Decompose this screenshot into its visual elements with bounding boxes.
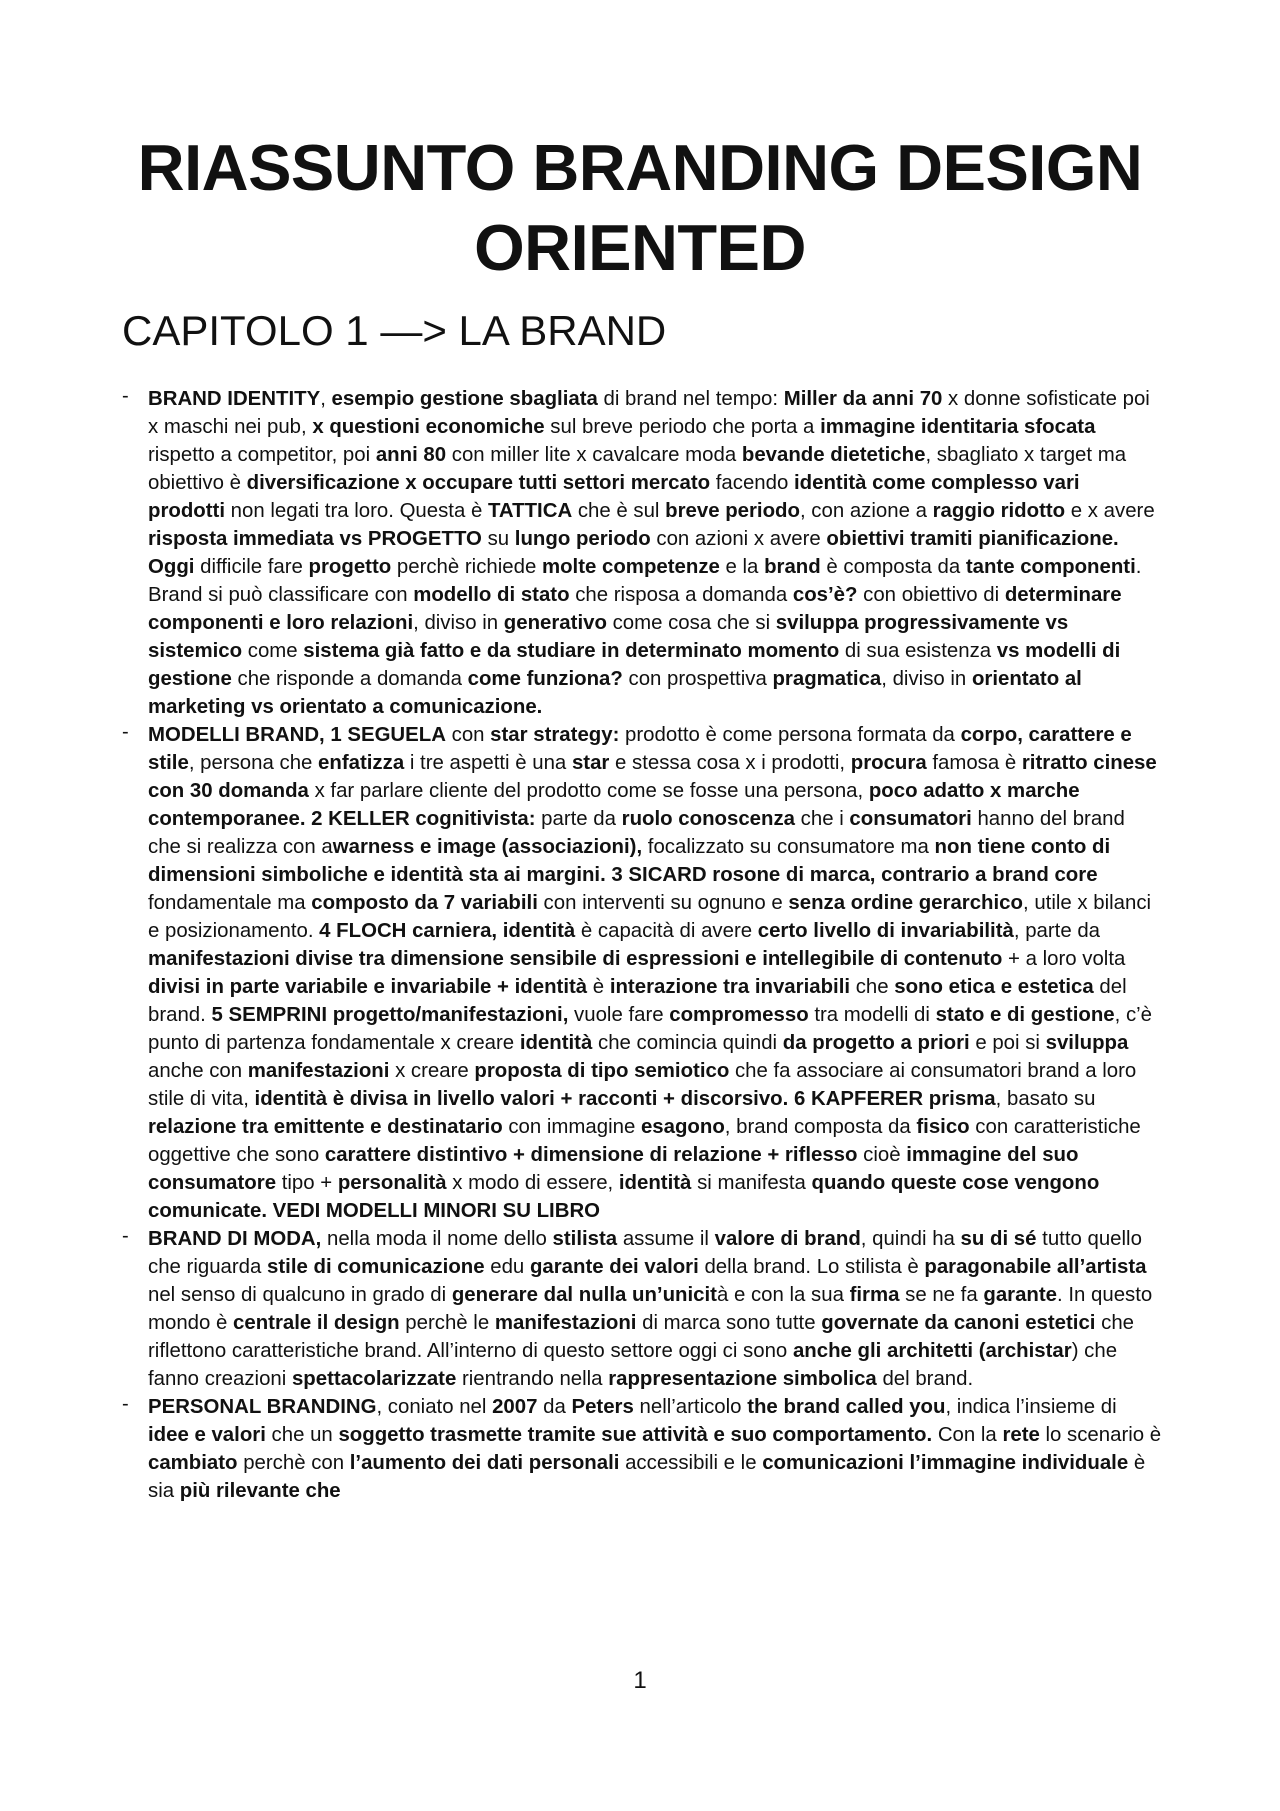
text-segment: , utile x bilanci e posizionamento.: [148, 892, 1152, 942]
text-segment: , coniato nel: [376, 1396, 493, 1418]
bold-text-segment: the brand called you: [747, 1396, 946, 1418]
bold-text-segment: paragonabile all’artista: [924, 1256, 1147, 1278]
bold-text-segment: orientato al marketing vs orientato a comunicazione.: [148, 668, 1082, 718]
text-segment: rientrando nella: [456, 1368, 609, 1390]
text-segment: , c’è punto di partenza fondamentale x creare: [148, 1004, 1153, 1054]
text-segment: di marca sono tutte: [636, 1312, 822, 1334]
bold-text-segment: sviluppa: [1045, 1032, 1129, 1054]
text-segment: del brand.: [876, 1368, 974, 1390]
text-segment: x far parlare cliente del prodotto come se fosse una persona,: [308, 780, 869, 802]
bold-text-segment: MODELLI BRAND, 1 SEGUELA: [148, 724, 446, 746]
bold-text-segment: valore di brand: [714, 1228, 861, 1250]
bold-text-segment: senza ordine gerarchico: [788, 892, 1023, 914]
bold-text-segment: raggio ridotto: [932, 500, 1066, 522]
bold-text-segment: esempio gestione sbagliata: [331, 388, 598, 410]
bold-text-segment: star strategy:: [490, 724, 620, 746]
bold-text-segment: PERSONAL BRANDING: [148, 1396, 377, 1418]
text-segment: tutto quello che riguarda: [148, 1228, 1142, 1278]
text-segment: su: [481, 528, 515, 550]
text-segment: con interventi su ognuno e: [537, 892, 789, 914]
text-segment: assume il: [617, 1228, 715, 1250]
text-segment: e poi si: [969, 1032, 1046, 1054]
bold-text-segment: governate da canoni estetici: [821, 1312, 1096, 1334]
bold-text-segment: tante componenti: [965, 556, 1136, 578]
bold-text-segment: idee e valori: [148, 1424, 266, 1446]
bold-text-segment: sono etica e estetica: [894, 976, 1094, 998]
text-segment: , quindi ha: [860, 1228, 961, 1250]
bold-text-segment: quando queste cose vengono comunicate. VEDI MODELLI MINORI SU LIBRO: [148, 1172, 1100, 1222]
text-segment: nella moda il nome dello: [321, 1228, 553, 1250]
bold-text-segment: 2007: [492, 1396, 538, 1418]
bold-text-segment: sistema già fatto e da studiare in determinato momento: [303, 640, 840, 662]
text-segment: , parte da: [1013, 920, 1101, 942]
text-segment: sul breve periodo che porta a: [544, 416, 821, 438]
text-segment: è sia: [148, 1452, 1146, 1502]
bold-text-segment: più rilevante che: [179, 1480, 341, 1502]
text-segment: che: [850, 976, 895, 998]
text-segment: prodotto è come persona formata da: [619, 724, 961, 746]
text-segment: , brand composta da: [724, 1116, 917, 1138]
text-segment: perchè richiede: [391, 556, 542, 578]
text-segment: accessibili e le: [619, 1452, 763, 1474]
bold-text-segment: certo livello di invariabilità: [757, 920, 1014, 942]
bold-text-segment: garante dei valori: [529, 1256, 699, 1278]
text-segment: , sbagliato x target ma obiettivo è: [148, 444, 1127, 494]
bold-text-segment: immagine identitaria sfocata: [820, 416, 1096, 438]
text-segment: , con azione a: [799, 500, 933, 522]
text-segment: facendo: [710, 472, 794, 494]
bullet-item: [122, 1393, 1162, 1505]
bold-text-segment: composto da 7 variabili: [311, 892, 538, 914]
bold-text-segment: relazione tra emittente e destinatario: [148, 1116, 503, 1138]
bold-text-segment: centrale il design: [233, 1312, 400, 1334]
bold-text-segment: breve periodo: [665, 500, 800, 522]
bold-text-segment: interazione tra invariabili: [609, 976, 851, 998]
text-segment: anche con: [148, 1060, 248, 1082]
text-segment: è: [587, 976, 610, 998]
bold-text-segment: comunicazioni l’immagine individuale: [762, 1452, 1129, 1474]
text-segment: x creare: [389, 1060, 475, 1082]
text-segment: nel senso di qualcuno in grado di: [148, 1284, 452, 1306]
text-segment: parte da: [535, 808, 622, 830]
bold-text-segment: spettacolarizzate: [291, 1368, 457, 1390]
text-segment: hanno del brand che si realizza con a: [148, 808, 1125, 858]
text-segment: x donne sofisticate poi x maschi nei pub,: [148, 388, 1150, 438]
text-segment: e x avere: [1065, 500, 1155, 522]
text-segment: che è sul: [572, 500, 666, 522]
text-segment: come cosa che si: [606, 612, 776, 634]
bold-text-segment: carattere distintivo + dimensione di relazione + riflesso: [324, 1144, 858, 1166]
text-segment: perchè con: [237, 1452, 350, 1474]
bullet-marker: -: [122, 721, 129, 743]
text-segment: ,: [320, 388, 332, 410]
text-segment: x modo di essere,: [446, 1172, 619, 1194]
bullet-marker: -: [122, 385, 129, 407]
text-segment: . Brand si può classificare con: [148, 556, 1142, 606]
bold-text-segment: stato e di gestione: [935, 1004, 1115, 1026]
bold-text-segment: 4 FLOCH carniera, identità: [319, 920, 576, 942]
bold-text-segment: BRAND DI MODA,: [148, 1228, 322, 1250]
bold-text-segment: pragmatica: [772, 668, 882, 690]
bold-text-segment: risposta immediata vs PROGETTO: [148, 528, 482, 550]
bold-text-segment: non tiene conto di dimensioni simboliche e identità sta ai margini. 3 SICARD rosone di marca, contrario a brand core: [148, 836, 1111, 886]
text-segment: che riflettono caratteristiche brand. All’interno di questo settore oggi ci sono: [148, 1312, 1135, 1362]
bold-text-segment: corpo, carattere e stile: [148, 724, 1132, 774]
bold-text-segment: generare dal nulla un’unicit: [451, 1284, 717, 1306]
text-segment: + a loro volta: [1002, 948, 1126, 970]
text-segment: di sua esistenza: [839, 640, 997, 662]
text-segment: famosa è: [926, 752, 1022, 774]
text-segment: , basato su: [995, 1088, 1096, 1110]
text-segment: come: [242, 640, 304, 662]
text-segment: con caratteristiche oggettive che sono: [148, 1116, 1141, 1166]
bold-text-segment: cambiato: [148, 1452, 238, 1474]
bold-text-segment: personalità: [337, 1172, 447, 1194]
text-segment: rispetto a competitor, poi: [148, 444, 376, 466]
bold-text-segment: generativo: [503, 612, 607, 634]
text-segment: si manifesta: [691, 1172, 812, 1194]
bold-text-segment: star: [571, 752, 610, 774]
text-segment: è capacità di avere: [575, 920, 758, 942]
bold-text-segment: 5 SEMPRINI progetto/manifestazioni,: [211, 1004, 569, 1026]
bold-text-segment: su di sé: [960, 1228, 1037, 1250]
bold-text-segment: manifestazioni: [494, 1312, 637, 1334]
bold-text-segment: rappresentazione simbolica: [608, 1368, 877, 1390]
bold-text-segment: identità: [618, 1172, 692, 1194]
bullet-marker: -: [122, 1225, 129, 1247]
bold-text-segment: BRAND IDENTITY: [148, 388, 321, 410]
text-segment: vuole fare: [568, 1004, 670, 1026]
bold-text-segment: manifestazioni divise tra dimensione sensibile di espressioni e intellegibile di contenuto: [148, 948, 1003, 970]
text-segment: con immagine: [502, 1116, 641, 1138]
text-segment: che risponde a domanda: [231, 668, 468, 690]
page-number: 1: [633, 1667, 647, 1694]
bold-text-segment: ruolo conoscenza: [621, 808, 796, 830]
text-segment: che i: [795, 808, 850, 830]
bold-text-segment: stile di comunicazione: [267, 1256, 485, 1278]
text-segment: ) che fanno creazioni: [148, 1340, 1118, 1390]
text-segment: nell’articolo: [633, 1396, 748, 1418]
text-segment: con prospettiva: [622, 668, 773, 690]
bold-text-segment: progetto: [308, 556, 392, 578]
text-segment: fondamentale ma: [148, 892, 312, 914]
text-segment: che un: [265, 1424, 339, 1446]
text-segment: difficile fare: [194, 556, 309, 578]
bold-text-segment: anche gli architetti (archistar: [792, 1340, 1072, 1362]
bold-text-segment: modello di stato: [413, 584, 570, 606]
bold-text-segment: procura: [850, 752, 927, 774]
text-segment: edu: [484, 1256, 530, 1278]
text-segment: che fa associare ai consumatori brand a loro stile di vita,: [148, 1060, 1137, 1110]
text-segment: è composta da: [820, 556, 966, 578]
text-segment: se ne fa: [899, 1284, 984, 1306]
bold-text-segment: warness e image (associazioni),: [332, 836, 643, 858]
bold-text-segment: proposta di tipo semiotico: [474, 1060, 730, 1082]
text-segment: lo scenario è: [1039, 1424, 1162, 1446]
document-title: RIASSUNTO BRANDING DESIGN ORIENTED: [137, 131, 1143, 284]
text-segment: e stessa cosa x i prodotti,: [609, 752, 851, 774]
bold-text-segment: vs modelli di gestione: [148, 640, 1121, 690]
text-segment: di brand nel tempo:: [597, 388, 784, 410]
text-segment: con miller lite x cavalcare moda: [446, 444, 742, 466]
bold-text-segment: enfatizza: [318, 752, 405, 774]
text-segment: Con la: [932, 1424, 1003, 1446]
bold-text-segment: garante: [983, 1284, 1058, 1306]
bold-text-segment: fisico: [916, 1116, 970, 1138]
text-segment: à e con la sua: [716, 1284, 850, 1306]
bold-text-segment: determinare componenti e loro relazioni: [148, 584, 1122, 634]
bold-text-segment: identità è divisa in livello valori + racconti + discorsivo. 6 KAPFERER prisma: [254, 1088, 996, 1110]
text-segment: tipo +: [276, 1172, 338, 1194]
bold-text-segment: da progetto a priori: [782, 1032, 970, 1054]
bold-text-segment: compromesso: [669, 1004, 809, 1026]
bullet-item: [122, 385, 1162, 721]
text-segment: con obiettivo di: [857, 584, 1005, 606]
bold-text-segment: manifestazioni: [247, 1060, 390, 1082]
text-segment: non legati tra loro. Questa è: [225, 500, 488, 522]
bold-text-segment: Miller da anni 70: [783, 388, 943, 410]
bold-text-segment: obiettivi tramiti pianificazione. Oggi: [148, 528, 1119, 578]
bold-text-segment: divisi in parte variabile e invariabile + identità: [148, 976, 588, 998]
bullet-item: [122, 721, 1162, 1225]
text-segment: perchè le: [399, 1312, 495, 1334]
text-segment: i tre aspetti è una: [404, 752, 572, 774]
text-segment: . In questo mondo è: [148, 1284, 1153, 1334]
bold-text-segment: consumatori: [849, 808, 972, 830]
bold-text-segment: molte competenze: [541, 556, 720, 578]
text-segment: della brand. Lo stilista è: [698, 1256, 925, 1278]
bold-text-segment: sviluppa progressivamente vs sistemico: [148, 612, 1069, 662]
text-segment: del brand.: [148, 976, 1127, 1026]
bold-text-segment: Peters: [571, 1396, 634, 1418]
bold-text-segment: TATTICA: [487, 500, 573, 522]
bold-text-segment: ritratto cinese con 30 domanda: [148, 752, 1157, 802]
text-segment: , diviso in: [413, 612, 504, 634]
bold-text-segment: bevande dietetiche: [741, 444, 926, 466]
bold-text-segment: soggetto trasmette tramite sue attività e suo comportamento.: [338, 1424, 933, 1446]
bold-text-segment: identità: [519, 1032, 593, 1054]
bold-text-segment: poco adatto x marche contemporanee. 2 KELLER cognitivista:: [148, 780, 1080, 830]
bold-text-segment: come funziona?: [467, 668, 623, 690]
text-segment: , indica l’insieme di: [945, 1396, 1117, 1418]
text-segment: , persona che: [188, 752, 319, 774]
bold-text-segment: immagine del suo consumatore: [148, 1144, 1079, 1194]
text-segment: che risposa a domanda: [569, 584, 793, 606]
text-segment: , diviso in: [881, 668, 972, 690]
bold-text-segment: l’aumento dei dati personali: [349, 1452, 620, 1474]
bold-text-segment: lungo periodo: [514, 528, 651, 550]
text-segment: con azioni x avere: [650, 528, 827, 550]
text-segment: che comincia quindi: [592, 1032, 783, 1054]
text-segment: cioè: [857, 1144, 907, 1166]
text-segment: tra modelli di: [808, 1004, 936, 1026]
text-segment: con: [445, 724, 491, 746]
bold-text-segment: stilista: [552, 1228, 618, 1250]
bullet-item: [122, 1225, 1162, 1393]
bold-text-segment: firma: [849, 1284, 900, 1306]
text-segment: e la: [719, 556, 765, 578]
chapter-heading: CAPITOLO 1 —> LA BRAND: [122, 307, 667, 354]
text-segment: focalizzato su consumatore ma: [642, 836, 935, 858]
bold-text-segment: anni 80: [375, 444, 447, 466]
bullet-marker: -: [122, 1393, 129, 1415]
bold-text-segment: esagono: [640, 1116, 725, 1138]
bold-text-segment: x questioni economiche: [312, 416, 545, 438]
text-segment: da: [537, 1396, 572, 1418]
bullet-list: [122, 385, 1162, 1505]
bold-text-segment: diversificazione x occupare tutti settori mercato: [246, 472, 711, 494]
bold-text-segment: brand: [764, 556, 821, 578]
bold-text-segment: rete: [1002, 1424, 1040, 1446]
bold-text-segment: cos’è?: [792, 584, 858, 606]
bold-text-segment: identità come complesso vari prodotti: [148, 472, 1080, 522]
